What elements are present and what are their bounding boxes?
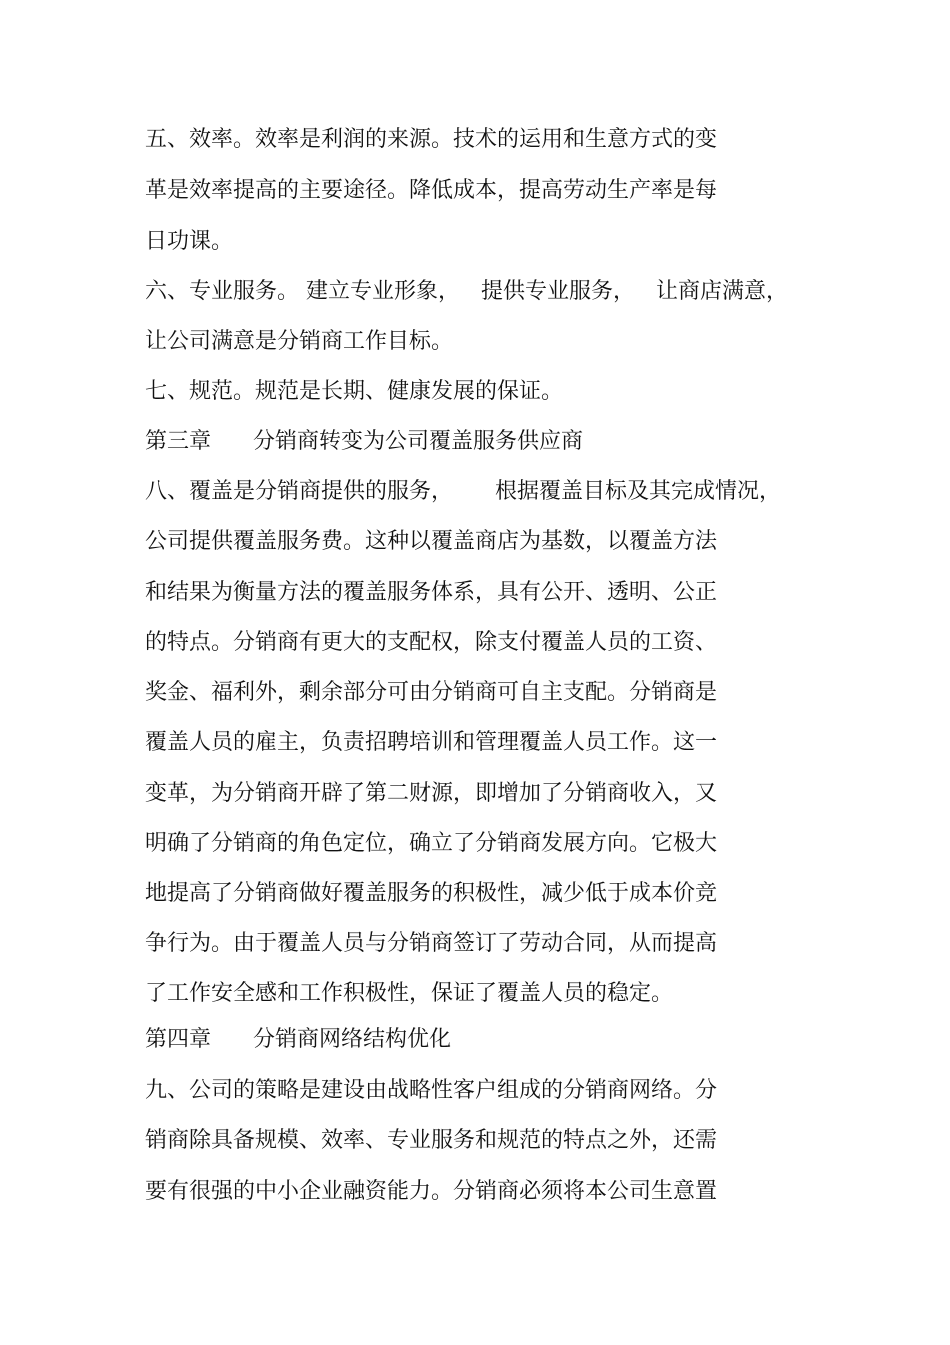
text-line: 日功课。	[145, 229, 234, 254]
text-line: 变革，为分销商开辟了第二财源，即增加了分销商收入，又	[145, 781, 718, 806]
text-line: 六、专业服务。 建立专业形象， 提供专业服务， 让商店满意，	[145, 279, 788, 304]
text-line: 地提高了分销商做好覆盖服务的积极性，减少低于成本价竞	[145, 881, 718, 906]
text-line: 五、效率。效率是利润的来源。技术的运用和生意方式的变	[145, 127, 718, 152]
text-line: 争行为。由于覆盖人员与分销商签订了劳动合同，从而提高	[145, 931, 718, 956]
text-line: 和结果为衡量方法的覆盖服务体系，具有公开、透明、公正	[145, 580, 718, 605]
text-line: 覆盖人员的雇主，负责招聘培训和管理覆盖人员工作。这一	[145, 730, 718, 755]
chapter-heading: 第四章 分销商网络结构优化	[145, 1027, 451, 1052]
text-line: 革是效率提高的主要途径。降低成本，提高劳动生产率是每	[145, 178, 718, 203]
text-line: 了工作安全感和工作积极性，保证了覆盖人员的稳定。	[145, 981, 674, 1006]
text-line: 的特点。分销商有更大的支配权，除支付覆盖人员的工资、	[145, 630, 718, 655]
chapter-heading: 第三章 分销商转变为公司覆盖服务供应商	[145, 429, 583, 454]
text-line: 让公司满意是分销商工作目标。	[145, 329, 454, 354]
text-line: 明确了分销商的角色定位，确立了分销商发展方向。它极大	[145, 831, 718, 856]
text-line: 七、规范。规范是长期、健康发展的保证。	[145, 379, 564, 404]
text-line: 公司提供覆盖服务费。这种以覆盖商店为基数，以覆盖方法	[145, 529, 718, 554]
text-line: 奖金、福利外，剩余部分可由分销商可自主支配。分销商是	[145, 680, 718, 705]
text-line: 八、覆盖是分销商提供的服务， 根据覆盖目标及其完成情况，	[145, 479, 781, 504]
text-line: 要有很强的中小企业融资能力。分销商必须将本公司生意置	[145, 1179, 718, 1204]
text-line: 九、公司的策略是建设由战略性客户组成的分销商网络。分	[145, 1078, 718, 1103]
text-line: 销商除具备规模、效率、专业服务和规范的特点之外，还需	[145, 1128, 718, 1153]
